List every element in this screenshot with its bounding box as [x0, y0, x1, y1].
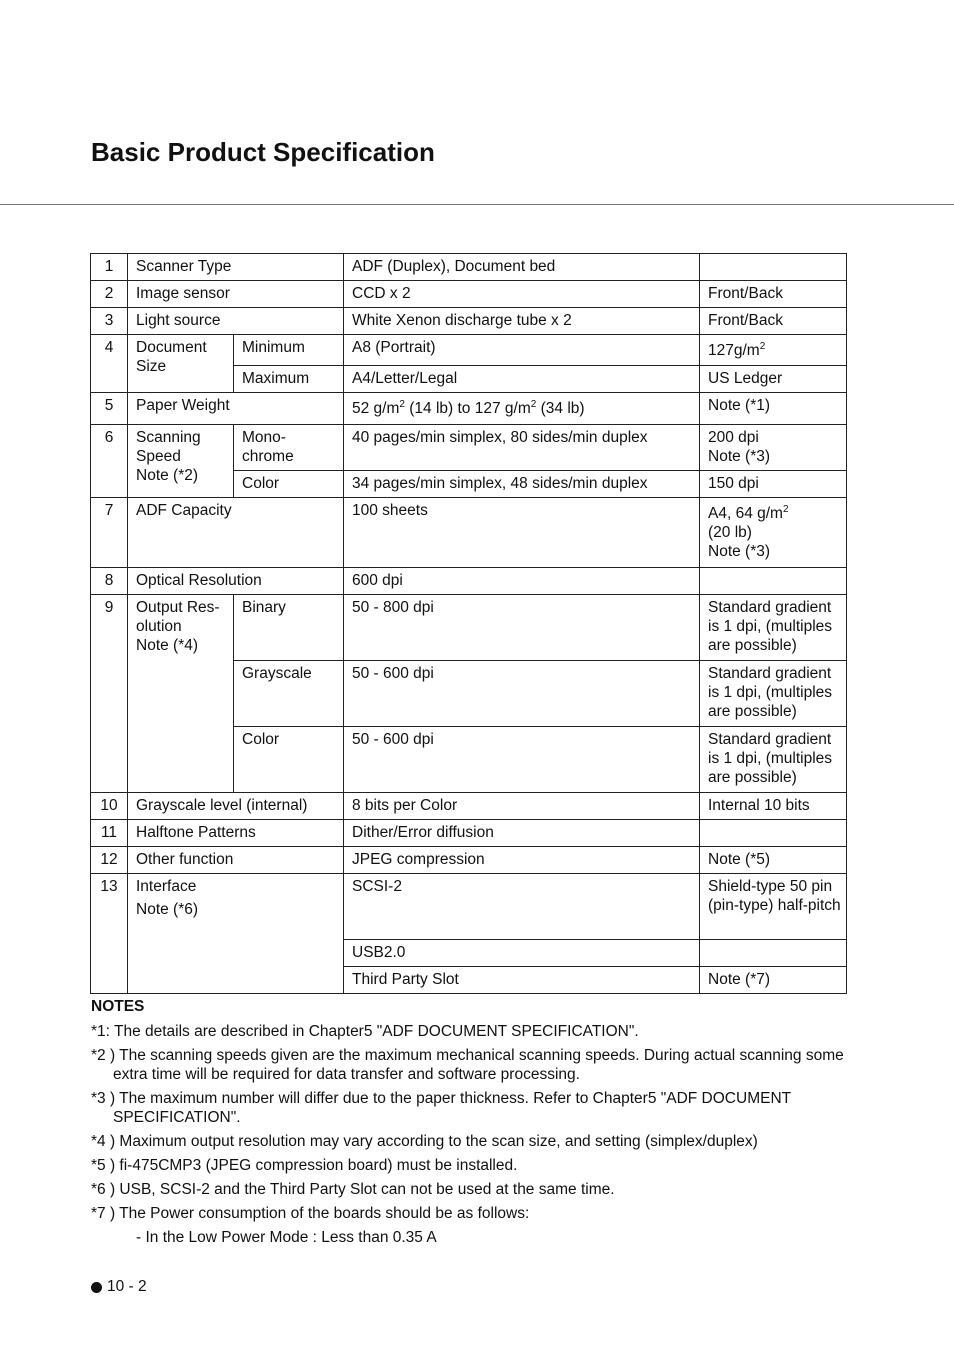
- item-cell: Paper Weight: [128, 393, 344, 425]
- note-cell: [700, 425, 847, 471]
- note-item: *3 ) The maximum number will differ due to the paper thickness. Refer to Chapter5 "ADF DOCUMENT SPECIFICATION".: [91, 1090, 791, 1126]
- table-row: [91, 793, 847, 820]
- spec-text: (34 lb): [536, 400, 585, 417]
- spec-cell: 50 - 800 dpi: [344, 595, 700, 661]
- item-cell: Grayscale level (internal): [128, 793, 344, 820]
- superscript: 2: [530, 399, 537, 410]
- item-line: Note (*4): [136, 637, 199, 654]
- spec-cell: 50 - 600 dpi: [344, 727, 700, 793]
- note-line: 200 dpi: [708, 429, 759, 446]
- spec-cell: 8 bits per Color: [344, 793, 700, 820]
- row-number: 6: [91, 425, 128, 498]
- item-line: Note (*6): [136, 901, 199, 918]
- spec-cell: SCSI-2: [344, 874, 700, 940]
- item-cell: Other function: [128, 847, 344, 874]
- note-cell: [700, 940, 847, 967]
- note-cell: [700, 568, 847, 595]
- notes-heading: NOTES: [91, 998, 145, 1015]
- note-line: [708, 504, 842, 523]
- item-line: Interface: [136, 878, 197, 895]
- row-number: 11: [91, 820, 128, 847]
- note-line: (20 lb): [708, 524, 752, 541]
- table-row: [91, 874, 847, 940]
- item-cell: Document Size: [128, 335, 234, 393]
- spec-text: (14 lb) to 127 g/m: [404, 400, 531, 417]
- spec-cell: 100 sheets: [344, 498, 700, 568]
- note-cell: Internal 10 bits: [700, 793, 847, 820]
- note-subitem: - In the Low Power Mode : Less than 0.35 A: [136, 1229, 437, 1246]
- note-text: A4, 64 g/m: [708, 505, 783, 522]
- spec-cell: Dither/Error diffusion: [344, 820, 700, 847]
- subitem-cell: Minimum: [234, 335, 344, 366]
- note-item: *4 ) Maximum output resolution may vary according to the scan size, and setting (simplex/duplex): [91, 1133, 758, 1150]
- table-row: [91, 335, 847, 366]
- row-number: 9: [91, 595, 128, 793]
- table-row: [91, 281, 847, 308]
- item-line: Note (*2): [136, 467, 199, 484]
- item-line: Speed: [136, 448, 181, 465]
- row-number: 10: [91, 793, 128, 820]
- subitem-line: chrome: [242, 448, 294, 465]
- subitem-cell: [234, 425, 344, 471]
- row-number: 3: [91, 308, 128, 335]
- note-cell: [700, 498, 847, 568]
- note-text: 127g/m: [708, 342, 760, 359]
- note-cell: Standard gradient is 1 dpi, (multiples are possible): [700, 595, 847, 661]
- note-cell: Note (*5): [700, 847, 847, 874]
- item-cell: Image sensor: [128, 281, 344, 308]
- table-row: [91, 425, 847, 471]
- note-line: Note (*3): [708, 448, 771, 465]
- spec-cell: A8 (Portrait): [344, 335, 700, 366]
- item-cell: Scanner Type: [128, 254, 344, 281]
- spec-cell: 34 pages/min simplex, 48 sides/min duplex: [344, 471, 700, 498]
- item-cell: Optical Resolution: [128, 568, 344, 595]
- note-cell: Standard gradient is 1 dpi, (multiples are possible): [700, 727, 847, 793]
- superscript: 2: [759, 341, 766, 352]
- table-row: [91, 847, 847, 874]
- row-number: 13: [91, 874, 128, 994]
- table-row: [91, 595, 847, 661]
- item-line: Output Res-: [136, 599, 220, 616]
- spec-cell: [344, 393, 700, 425]
- note-cell: Note (*7): [700, 967, 847, 994]
- row-number: 12: [91, 847, 128, 874]
- spec-cell: USB2.0: [344, 940, 700, 967]
- table-row: [91, 308, 847, 335]
- row-number: 2: [91, 281, 128, 308]
- spec-cell: White Xenon discharge tube x 2: [344, 308, 700, 335]
- page-title: Basic Product Specification: [91, 137, 435, 167]
- spec-cell: Third Party Slot: [344, 967, 700, 994]
- title-divider: [0, 204, 954, 205]
- note-cell: Front/Back: [700, 308, 847, 335]
- table-row: [91, 254, 847, 281]
- item-line: olution: [136, 618, 182, 635]
- item-cell: [128, 874, 344, 994]
- note-line: Note (*3): [708, 543, 771, 560]
- superscript: 2: [782, 504, 789, 515]
- spec-cell: CCD x 2: [344, 281, 700, 308]
- note-cell: Front/Back: [700, 281, 847, 308]
- table-row: [91, 820, 847, 847]
- superscript: 2: [399, 399, 405, 410]
- note-cell: [700, 820, 847, 847]
- page-number: 10 - 2: [107, 1278, 147, 1295]
- note-cell: 150 dpi: [700, 471, 847, 498]
- spec-cell: 50 - 600 dpi: [344, 661, 700, 727]
- note-cell: [700, 254, 847, 281]
- item-cell: [128, 595, 234, 793]
- subitem-cell: Color: [234, 471, 344, 498]
- spec-text: 52 g/m: [352, 400, 400, 417]
- row-number: 5: [91, 393, 128, 425]
- table-row: [91, 393, 847, 425]
- subitem-cell: Maximum: [234, 366, 344, 393]
- table-row: [91, 568, 847, 595]
- spec-cell: 40 pages/min simplex, 80 sides/min duplex: [344, 425, 700, 471]
- spec-cell: JPEG compression: [344, 847, 700, 874]
- item-cell: ADF Capacity: [128, 498, 344, 568]
- item-line: Scanning: [136, 429, 201, 446]
- item-cell: [128, 425, 234, 498]
- note-cell: Shield-type 50 pin (pin-type) half-pitch: [700, 874, 847, 940]
- spec-cell: ADF (Duplex), Document bed: [344, 254, 700, 281]
- item-cell: Light source: [128, 308, 344, 335]
- spec-table: [90, 253, 847, 994]
- note-cell: [700, 335, 847, 366]
- page-footer: [91, 1278, 147, 1296]
- notes-section: [91, 997, 851, 1247]
- note-cell: US Ledger: [700, 366, 847, 393]
- row-number: 1: [91, 254, 128, 281]
- subitem-line: Mono-: [242, 429, 286, 446]
- note-cell: Standard gradient is 1 dpi, (multiples are possible): [700, 661, 847, 727]
- table-row: [91, 498, 847, 568]
- row-number: 8: [91, 568, 128, 595]
- note-item: *1: The details are described in Chapter5 "ADF DOCUMENT SPECIFICATION".: [91, 1023, 639, 1040]
- item-cell: Halftone Patterns: [128, 820, 344, 847]
- note-item: *5 ) fi-475CMP3 (JPEG compression board) must be installed.: [91, 1157, 518, 1174]
- note-item: *7 ) The Power consumption of the boards should be as follows:: [91, 1205, 530, 1222]
- subitem-cell: Color: [234, 727, 344, 793]
- note-item: *6 ) USB, SCSI-2 and the Third Party Slot can not be used at the same time.: [91, 1181, 615, 1198]
- spec-cell: A4/Letter/Legal: [344, 366, 700, 393]
- row-number: 4: [91, 335, 128, 393]
- spec-cell: 600 dpi: [344, 568, 700, 595]
- note-item: *2 ) The scanning speeds given are the maximum mechanical scanning speeds. During actual scanning some extra time will be required for data transfer and software processing.: [91, 1047, 844, 1083]
- note-cell: Note (*1): [700, 393, 847, 425]
- subitem-cell: Grayscale: [234, 661, 344, 727]
- subitem-cell: Binary: [234, 595, 344, 661]
- bullet-icon: [91, 1282, 102, 1293]
- row-number: 7: [91, 498, 128, 568]
